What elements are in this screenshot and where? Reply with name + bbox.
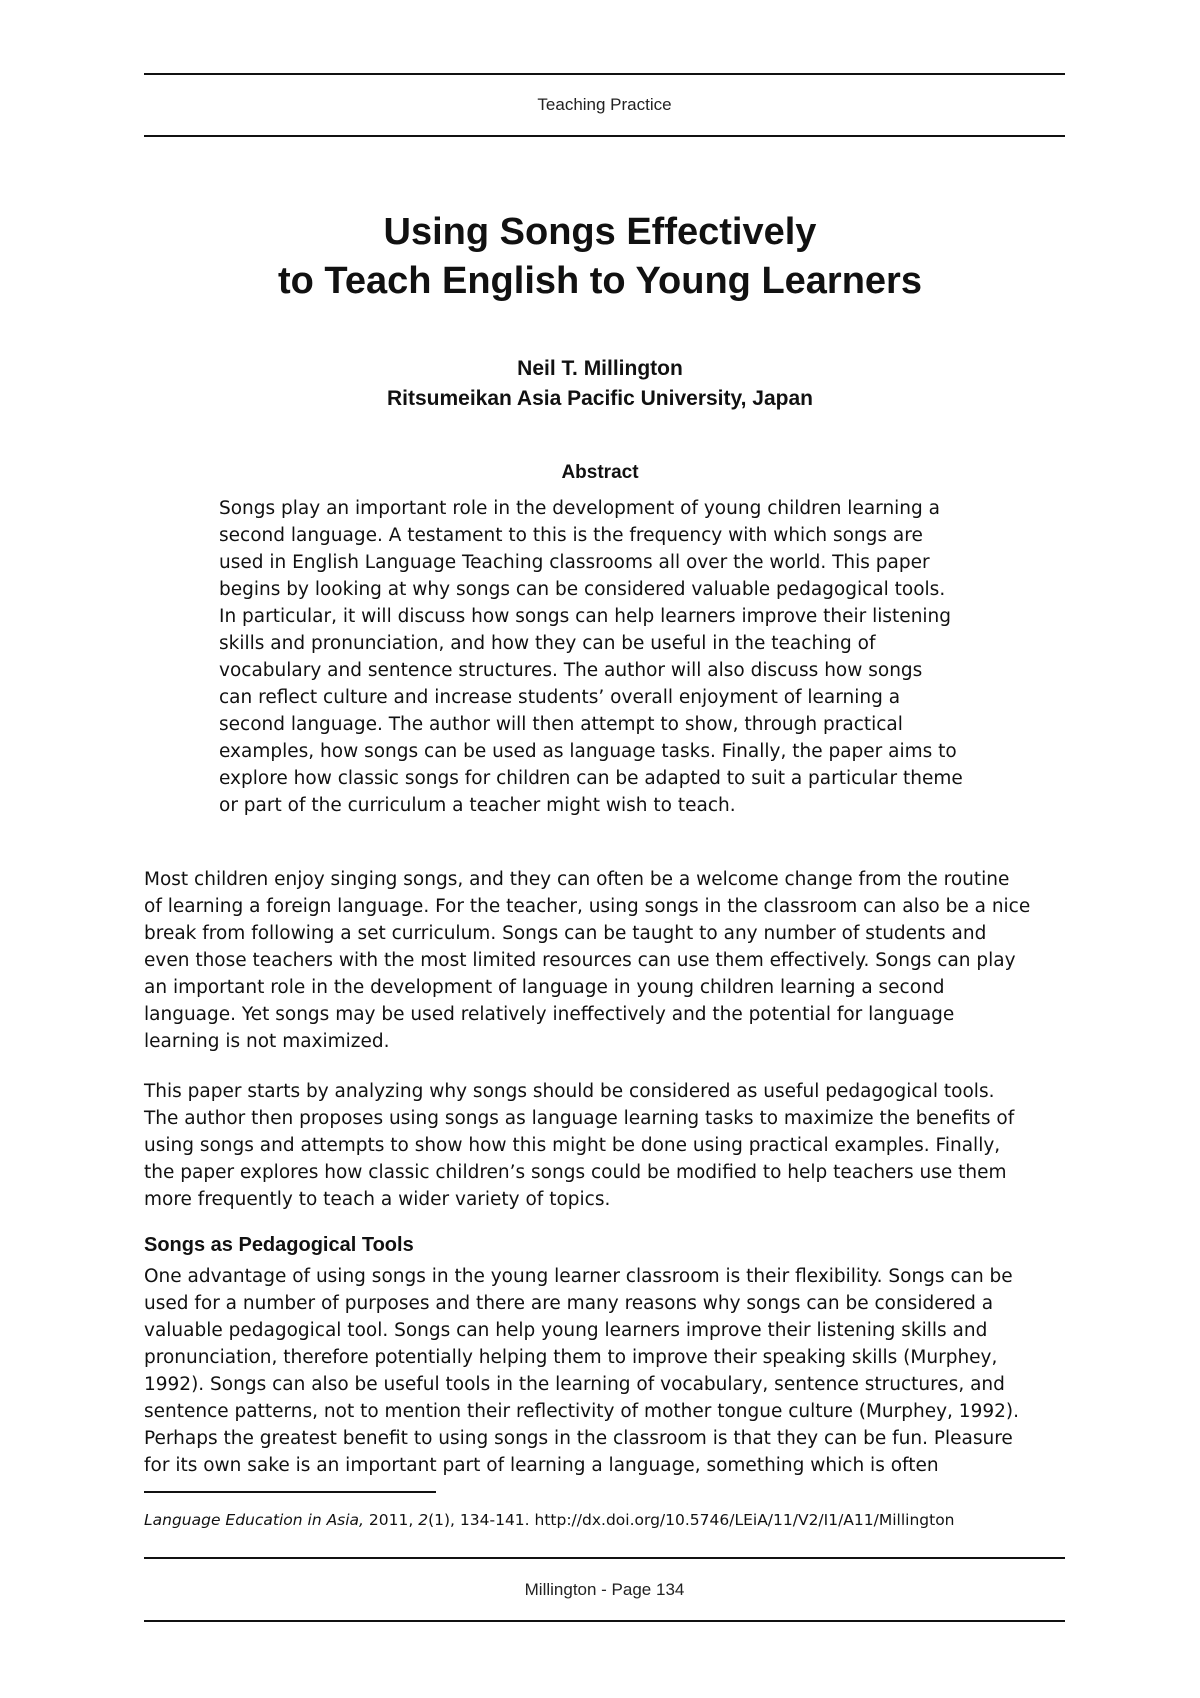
body-line: One advantage of using songs in the young learner classroom is their flexibility. Songs can be	[144, 1266, 1013, 1287]
abstract-line: begins by looking at why songs can be considered valuable pedagogical tools.	[219, 579, 946, 600]
body-line: even those teachers with the most limited resources can use them effectively. Songs can play	[144, 950, 1016, 971]
body-line: more frequently to teach a wider variety of topics.	[144, 1189, 611, 1210]
footnote-citation	[144, 1511, 955, 1529]
body-line: sentence patterns, not to mention their reflectivity of mother tongue culture (Murphey, 1992).	[144, 1401, 1019, 1422]
header-bottom-rule	[144, 135, 1065, 137]
footer-bottom-rule	[144, 1620, 1065, 1622]
body-line: learning is not maximized.	[144, 1031, 390, 1052]
author-name: Neil T. Millington	[517, 357, 683, 380]
body-line: Most children enjoy singing songs, and they can often be a welcome change from the routine	[144, 869, 1010, 890]
body-line: This paper starts by analyzing why songs should be considered as useful pedagogical tools.	[144, 1081, 995, 1102]
body-line: 1992). Songs can also be useful tools in the learning of vocabulary, sentence structures, and	[144, 1374, 1005, 1395]
abstract-line: vocabulary and sentence structures. The author will also discuss how songs	[219, 660, 923, 681]
abstract-line: explore how classic songs for children can be adapted to suit a particular theme	[219, 768, 963, 789]
section-heading: Songs as Pedagogical Tools	[144, 1234, 414, 1256]
paper-title	[100, 208, 1100, 306]
abstract-body	[219, 495, 999, 819]
abstract-line: second language. The author will then attempt to show, through practical	[219, 714, 903, 735]
abstract-line: used in English Language Teaching classrooms all over the world. This paper	[219, 552, 930, 573]
abstract-heading: Abstract	[561, 462, 639, 483]
footnote-issue-doi: (1), 134-141. http://dx.doi.org/10.5746/LEiA/11/V2/I1/A11/Millington	[428, 1511, 955, 1529]
body-line: used for a number of purposes and there are many reasons why songs can be considered a	[144, 1293, 994, 1314]
page-footer: Millington - Page 134	[524, 1580, 685, 1599]
body-line: pronunciation, therefore potentially helping them to improve their speaking skills (Murphey,	[144, 1347, 998, 1368]
body-line: The author then proposes using songs as language learning tasks to maximize the benefits of	[144, 1108, 1015, 1129]
body-paragraph-2	[144, 1078, 1068, 1213]
body-paragraph-1	[144, 866, 1068, 1055]
running-header: Teaching Practice	[537, 95, 672, 114]
abstract-line: second language. A testament to this is the frequency with which songs are	[219, 525, 923, 546]
body-line: of learning a foreign language. For the teacher, using songs in the classroom can also be a nice	[144, 896, 1031, 917]
body-line: an important role in the development of language in young children learning a second	[144, 977, 945, 998]
body-line: Perhaps the greatest benefit to using songs in the classroom is that they can be fun. Pleasure	[144, 1428, 1013, 1449]
footnote-journal: Language Education in Asia,	[144, 1511, 364, 1529]
body-line: using songs and attempts to show how this might be done using practical examples. Finally,	[144, 1135, 1001, 1156]
abstract-line: skills and pronunciation, and how they can be useful in the teaching of	[219, 633, 876, 654]
footnote-year: 2011,	[363, 1511, 419, 1529]
title-line-1: Using Songs Effectively	[383, 211, 817, 253]
abstract-line: In particular, it will discuss how songs can help learners improve their listening	[219, 606, 952, 627]
footnote-volume: 2	[418, 1511, 429, 1529]
header-top-rule	[144, 73, 1065, 75]
title-line-2: to Teach English to Young Learners	[278, 260, 922, 302]
body-line: break from following a set curriculum. Songs can be taught to any number of students and	[144, 923, 987, 944]
footnote-divider	[144, 1491, 436, 1493]
body-line: language. Yet songs may be used relatively ineffectively and the potential for language	[144, 1004, 955, 1025]
body-line: the paper explores how classic children’s songs could be modified to help teachers use them	[144, 1162, 1007, 1183]
abstract-line: or part of the curriculum a teacher might wish to teach.	[219, 795, 736, 816]
abstract-line: Songs play an important role in the development of young children learning a	[219, 498, 940, 519]
body-line: for its own sake is an important part of learning a language, something which is often	[144, 1455, 939, 1476]
body-line: valuable pedagogical tool. Songs can help young learners improve their listening skills and	[144, 1320, 988, 1341]
body-paragraph-3	[144, 1263, 1068, 1479]
footer-top-rule	[144, 1557, 1065, 1559]
abstract-line: examples, how songs can be used as language tasks. Finally, the paper aims to	[219, 741, 957, 762]
abstract-line: can reflect culture and increase students’ overall enjoyment of learning a	[219, 687, 901, 708]
author-affiliation: Ritsumeikan Asia Pacific University, Japan	[386, 387, 813, 410]
